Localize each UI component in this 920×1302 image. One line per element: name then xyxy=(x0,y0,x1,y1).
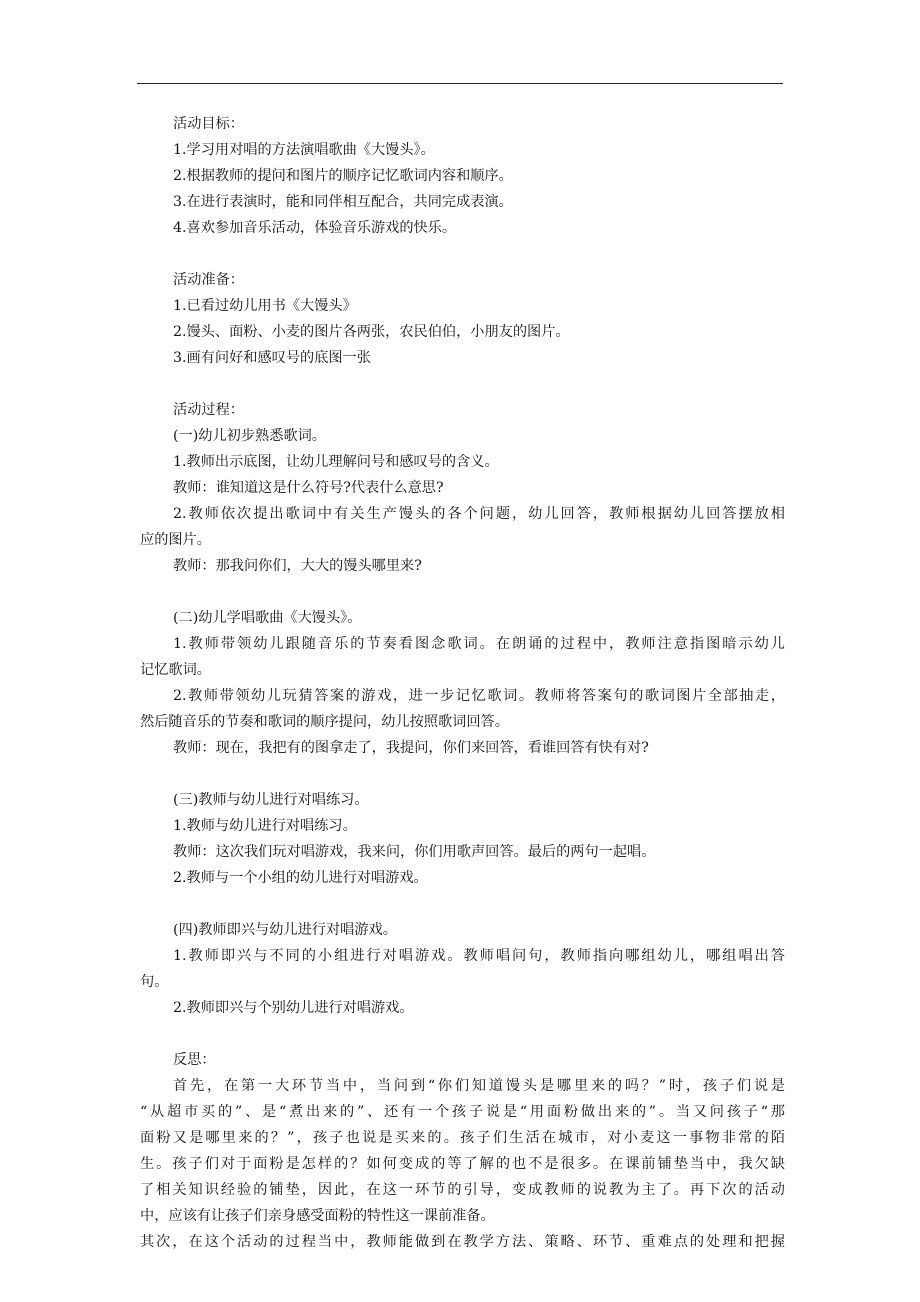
goal-item: 4.喜欢参加音乐活动，体验音乐游戏的快乐。 xyxy=(173,220,457,236)
process-section xyxy=(140,397,785,1021)
step-title: (三)教师与幼儿进行对唱练习。 xyxy=(173,792,369,808)
reflection-line: 首先，在第一大环节当中，当问到“你们知道馒头是哪里来的吗？”时，孩子们说是 xyxy=(173,1078,785,1094)
step-line-continued: 记忆歌词。 xyxy=(140,662,211,678)
step-line-continued: 然后随音乐的节奏和歌词的顺序提问，幼儿按照歌词回答。 xyxy=(140,714,509,730)
goal-item: 2.根据教师的提问和图片的顺序记忆歌词内容和顺序。 xyxy=(173,168,513,184)
prep-heading: 活动准备： xyxy=(173,272,244,288)
header-rule xyxy=(137,83,783,84)
process-heading: 活动过程： xyxy=(173,402,244,418)
step-line: 1.教师与幼儿进行对唱练习。 xyxy=(173,818,357,834)
prep-item: 1.已看过幼儿用书《大馒头》 xyxy=(173,298,357,314)
reflection-line: 中，应该有让孩子们亲身感受面粉的特性这一课前准备。 xyxy=(140,1208,495,1224)
prep-item: 2.馒头、面粉、小麦的图片各两张，农民伯伯，小朋友的图片。 xyxy=(173,324,570,340)
teacher-line: 教师：那我问你们，大大的馒头哪里来? xyxy=(173,558,422,574)
teacher-line: 教师：现在，我把有的图拿走了，我提问，你们来回答，看谁回答有快有对? xyxy=(173,740,649,756)
reflection-line: “从超市买的”、是“煮出来的”、还有一个孩子说是“用面粉做出来的”。当又问孩子“那 xyxy=(140,1104,785,1120)
step-line: 1.教师即兴与不同的小组进行对唱游戏。教师唱问句，教师指向哪组幼儿，哪组唱出答 xyxy=(173,948,785,964)
step-title: (四)教师即兴与幼儿进行对唱游戏。 xyxy=(173,922,397,938)
prep-section xyxy=(140,267,785,371)
prep-item: 3.画有问好和感叹号的底图一张 xyxy=(173,350,371,366)
step-line: 2.教师带领幼儿玩猜答案的游戏，进一步记忆歌词。教师将答案句的歌词图片全部抽走， xyxy=(173,688,785,704)
reflection-paragraph-2: 其次，在这个活动的过程当中，教师能做到在教学方法、策略、环节、重难点的处理和把握 xyxy=(140,1234,785,1250)
reflection-heading: 反思： xyxy=(173,1052,216,1068)
reflection-line: 面粉又是哪里来的？”，孩子也说是买来的。孩子们生活在城市，对小麦这一事物非常的陌 xyxy=(140,1130,785,1146)
step-line: 2.教师依次提出歌词中有关生产馒头的各个问题，幼儿回答，教师根据幼儿回答摆放相 xyxy=(173,506,785,522)
reflection-line: 生。孩子们对于面粉是怎样的？如何变成的等了解的也不是很多。在课前铺垫当中，我欠缺 xyxy=(140,1156,785,1172)
goal-item: 3.在进行表演时，能和同伴相互配合，共同完成表演。 xyxy=(173,194,513,210)
goals-section xyxy=(140,111,785,241)
goals-heading: 活动目标： xyxy=(173,116,244,132)
goal-item: 1.学习用对唱的方法演唱歌曲《大馒头》。 xyxy=(173,142,435,158)
step-line: 1.教师带领幼儿跟随音乐的节奏看图念歌词。在朗诵的过程中，教师注意指图暗示幼儿 xyxy=(173,636,785,652)
step-line-continued: 句。 xyxy=(140,974,169,990)
reflection-line: 了相关知识经验的铺垫，因此，在这一环节的引导，变成教师的说教为主了。再下次的活动 xyxy=(140,1182,785,1198)
step-line: 2.教师即兴与个别幼儿进行对唱游戏。 xyxy=(173,1000,414,1016)
reflection-section xyxy=(140,1047,785,1255)
step-line-continued: 应的图片。 xyxy=(140,532,211,548)
step-title: (二)幼儿学唱歌曲《大馒头》。 xyxy=(173,610,362,626)
step-title: (一)幼儿初步熟悉歌词。 xyxy=(173,428,326,444)
document-body xyxy=(140,111,785,1255)
step-line: 2.教师与一个小组的幼儿进行对唱游戏。 xyxy=(173,870,428,886)
teacher-line: 教师：谁知道这是什么符号?代表什么意思? xyxy=(173,480,444,496)
step-line: 1.教师出示底图，让幼儿理解问号和感叹号的含义。 xyxy=(173,454,499,470)
teacher-line: 教师：这次我们玩对唱游戏，我来问，你们用歌声回答。最后的两句一起唱。 xyxy=(173,844,656,860)
